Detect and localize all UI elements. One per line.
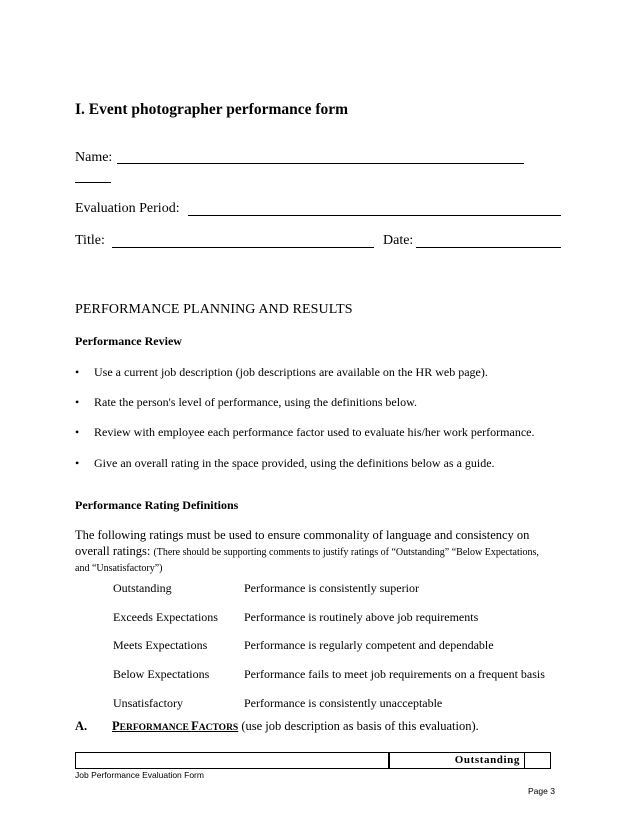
bullet-icon: • bbox=[75, 395, 80, 409]
footer-page-number: Page 3 bbox=[528, 786, 555, 796]
section-heading: PERFORMANCE PLANNING AND RESULTS bbox=[75, 302, 353, 317]
bullet-icon: • bbox=[75, 365, 80, 379]
evaluation-period-label: Evaluation Period: bbox=[75, 201, 180, 216]
evaluation-period-field[interactable] bbox=[188, 215, 561, 216]
rating-definitions-intro bbox=[75, 527, 575, 577]
bullet-text: Give an overall rating in the space provided, using the definitions below as a guide. bbox=[94, 456, 495, 470]
factor-letter: A. bbox=[75, 719, 88, 733]
bullet-text: Review with employee each performance factor used to evaluate his/her work performance. bbox=[94, 425, 535, 439]
table-checkbox-outstanding[interactable] bbox=[524, 752, 551, 769]
date-field[interactable] bbox=[416, 247, 561, 248]
document-title: I. Event photographer performance form bbox=[75, 101, 349, 118]
footer-form-name: Job Performance Evaluation Form bbox=[75, 770, 204, 780]
name-label: Name: bbox=[75, 150, 113, 165]
table-cell-factor bbox=[75, 752, 390, 769]
rating-definition: Performance is consistently unacceptable bbox=[244, 696, 443, 710]
title-field[interactable] bbox=[112, 247, 374, 248]
rating-term: Exceeds Expectations bbox=[113, 610, 218, 624]
title-label: Title: bbox=[75, 233, 105, 248]
performance-factors-heading bbox=[75, 719, 479, 734]
intro-line-2 bbox=[75, 543, 575, 561]
name-field-continuation[interactable] bbox=[75, 182, 111, 183]
date-label: Date: bbox=[383, 233, 414, 248]
rating-term: Below Expectations bbox=[113, 667, 210, 681]
intro-line-3: and “Unsatisfactory”) bbox=[75, 563, 163, 574]
rating-term: Unsatisfactory bbox=[113, 696, 183, 710]
rating-term: Outstanding bbox=[113, 581, 172, 595]
name-field[interactable] bbox=[117, 163, 524, 164]
rating-definition: Performance is consistently superior bbox=[244, 581, 419, 595]
bullet-item bbox=[75, 425, 534, 440]
intro-line-1: The following ratings must be used to ensure commonality of language and consistency on bbox=[75, 528, 530, 542]
table-header-outstanding: Outstanding bbox=[454, 754, 520, 766]
bullet-text: Rate the person's level of performance, using the definitions below. bbox=[94, 395, 417, 409]
rating-definition: Performance is routinely above job requirements bbox=[244, 610, 479, 624]
rating-definitions-heading: Performance Rating Definitions bbox=[75, 498, 239, 512]
bullet-item bbox=[75, 395, 417, 410]
bullet-text: Use a current job description (job descriptions are available on the HR web page). bbox=[94, 365, 488, 379]
intro-line-2-small: (There should be supporting comments to justify ratings of “Outstanding” “Below Expectations, bbox=[153, 547, 539, 558]
performance-review-heading: Performance Review bbox=[75, 334, 182, 348]
bullet-icon: • bbox=[75, 425, 80, 439]
rating-term: Meets Expectations bbox=[113, 638, 208, 652]
factor-note: (use job description as basis of this evaluation). bbox=[238, 719, 479, 733]
rating-definition: Performance fails to meet job requirements on a frequent basis bbox=[244, 667, 545, 681]
bullet-item bbox=[75, 365, 488, 380]
table-cell-rating-header bbox=[388, 752, 525, 769]
intro-line-2-main: overall ratings: bbox=[75, 544, 154, 558]
rating-definition: Performance is regularly competent and dependable bbox=[244, 638, 494, 652]
bullet-item bbox=[75, 456, 495, 471]
factor-label: PERFORMANCE FACTORS bbox=[112, 719, 239, 733]
bullet-icon: • bbox=[75, 456, 80, 470]
